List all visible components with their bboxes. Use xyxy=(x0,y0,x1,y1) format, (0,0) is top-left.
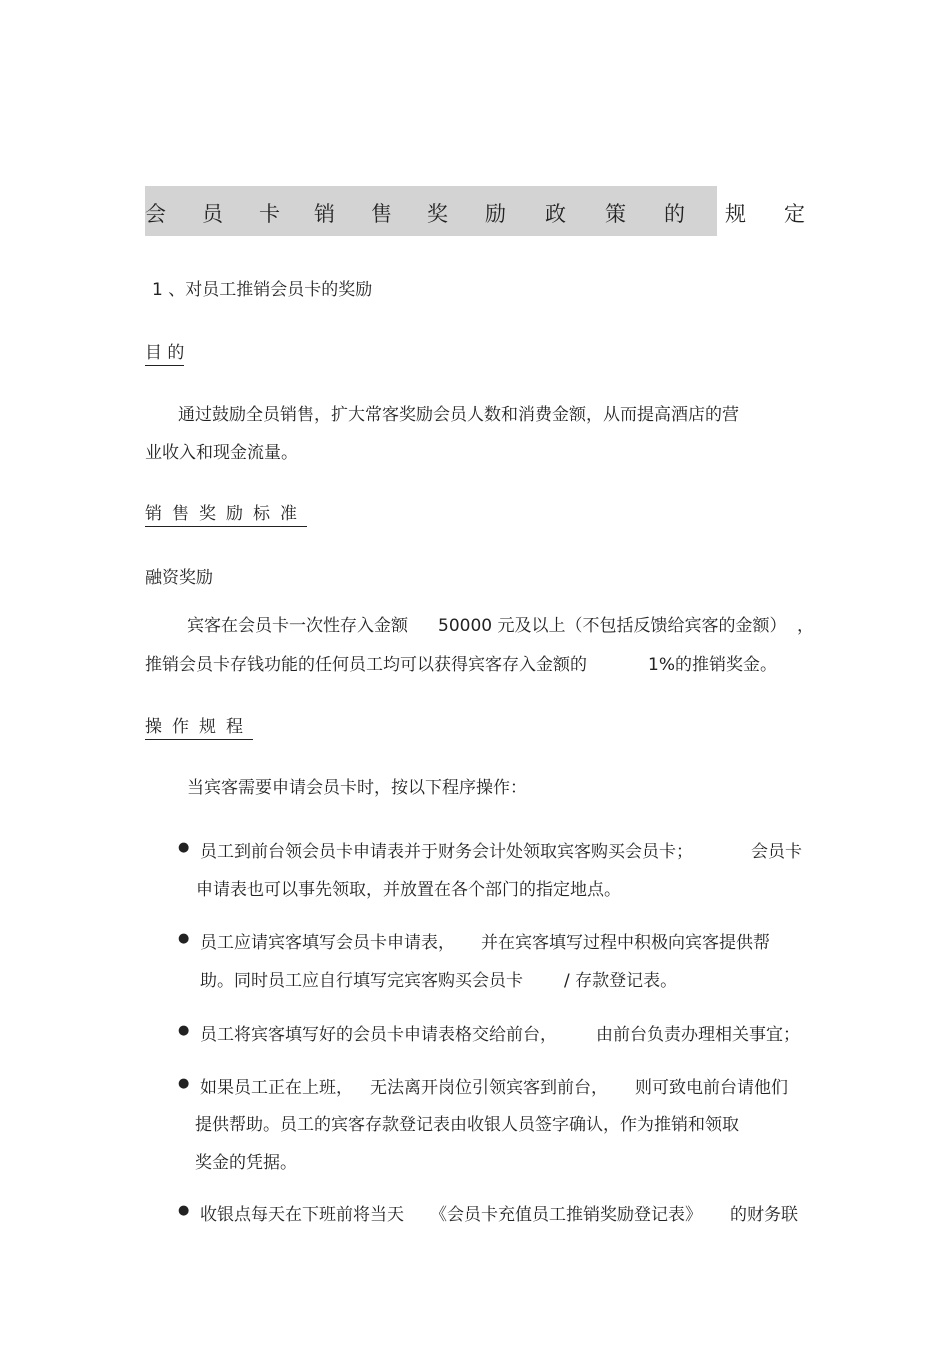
list-item-text: 助。同时员工应自行填写完宾客购买会员卡 xyxy=(200,971,523,991)
standard-heading-text: 销售奖励标准 xyxy=(145,504,307,527)
list-item-text: 收银点每天在下班前将当天 xyxy=(200,1205,404,1225)
list-item-text: 申请表也可以事先领取，并放置在各个部门的指定地点。 xyxy=(196,880,621,900)
list-item-text: 无法离开岗位引领宾客到前台， xyxy=(370,1078,608,1098)
list-item-text: 奖金的凭据。 xyxy=(195,1153,297,1173)
purpose-line-1: 通过鼓励全员销售，扩大常客奖励会员人数和消费金额，从而提高酒店的营 xyxy=(178,405,739,425)
bullet-icon: ● xyxy=(178,931,190,946)
title-char: 会 xyxy=(145,202,166,226)
title-char: 的 xyxy=(664,202,685,226)
title-char: 卡 xyxy=(259,202,280,226)
list-item-text: 的财务联 xyxy=(730,1205,798,1225)
title-char: 策 xyxy=(605,202,626,226)
title-char: 售 xyxy=(371,202,392,226)
title-char: 奖 xyxy=(427,202,448,226)
list-item-text: 员工将宾客填写好的会员卡申请表格交给前台， xyxy=(200,1025,557,1045)
bullet-icon: ● xyxy=(178,1023,190,1038)
purpose-heading-text: 目 的 xyxy=(145,343,184,366)
title-char: 员 xyxy=(202,202,223,226)
list-item-text: 会员卡 xyxy=(751,842,802,862)
title-char: 规 xyxy=(725,202,746,226)
procedure-heading xyxy=(145,712,253,737)
section-heading: 1 、对员工推销会员卡的奖励 xyxy=(152,280,373,300)
standard-para-2b: 1%的推销奖金。 xyxy=(648,655,777,675)
list-item-text: 员工应请宾客填写会员卡申请表， xyxy=(200,933,455,953)
standard-para-1c: ， xyxy=(797,616,814,636)
bullet-icon: ● xyxy=(178,1203,190,1218)
bullet-icon: ● xyxy=(178,1076,190,1091)
title-char: 励 xyxy=(485,202,506,226)
title-char: 定 xyxy=(784,202,805,226)
standard-para-2a: 推销会员卡存钱功能的任何员工均可以获得宾客存入金额的 xyxy=(145,655,587,675)
list-item-text: 则可致电前台请他们 xyxy=(635,1078,788,1098)
list-item-text: 员工到前台领会员卡申请表并于财务会计处领取宾客购买会员卡； xyxy=(200,842,693,862)
standard-heading xyxy=(145,499,307,524)
title-char: 销 xyxy=(314,202,335,226)
standard-para-1a: 宾客在会员卡一次性存入金额 xyxy=(187,616,408,636)
list-item-text: 由前台负责办理相关事宜； xyxy=(596,1025,800,1045)
purpose-line-2: 业收入和现金流量。 xyxy=(145,443,298,463)
list-item-text: / 存款登记表。 xyxy=(564,971,678,991)
procedure-intro: 当宾客需要申请会员卡时，按以下程序操作： xyxy=(187,778,527,798)
standard-para-1b: 50000 元及以上（不包括反馈给宾客的金额） xyxy=(438,616,787,636)
list-item-text: 如果员工正在上班， xyxy=(200,1078,353,1098)
title-char: 政 xyxy=(545,202,566,226)
bullet-icon: ● xyxy=(178,840,190,855)
list-item-text: 并在宾客填写过程中积极向宾客提供帮 xyxy=(481,933,770,953)
purpose-heading xyxy=(145,338,184,363)
list-item-text: 提供帮助。员工的宾客存款登记表由收银人员签字确认，作为推销和领取 xyxy=(195,1115,739,1135)
list-item-text: 《会员卡充值员工推销奖励登记表》 xyxy=(430,1205,702,1225)
standard-subheading: 融资奖励 xyxy=(145,568,213,588)
procedure-heading-text: 操作规程 xyxy=(145,717,253,740)
